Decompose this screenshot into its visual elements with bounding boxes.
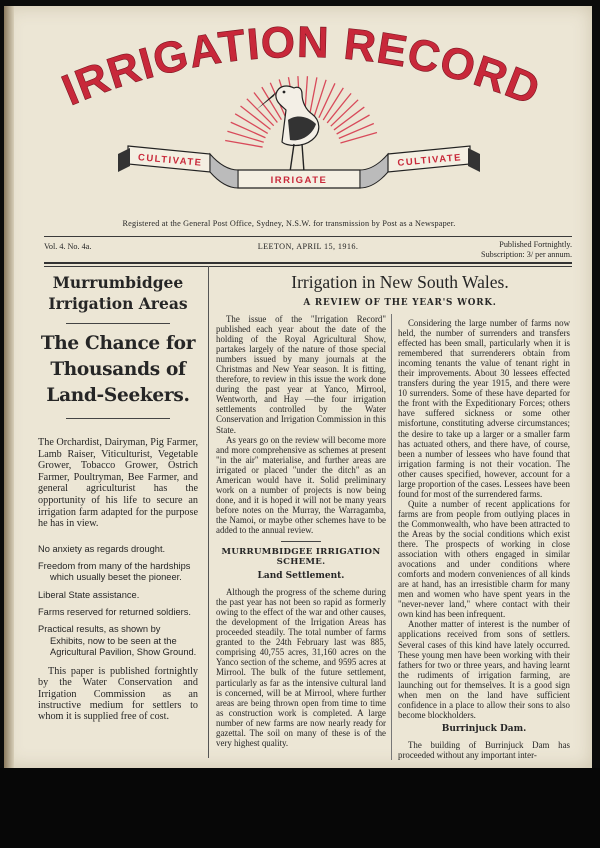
article-column-2 [398,318,570,760]
subscription-text: Subscription: 3/ per annum. [481,250,572,259]
list-item: Freedom from many of the hardships which usually beset the pioneer. [38,561,191,583]
article-title: Irrigation in New South Wales. [291,272,509,292]
section-heading: MURRUMBIDGEE IRRIGATION SCHEME. [221,547,381,568]
issue-date: LEETON, APRIL 15, 1916. [257,242,359,251]
issue-info-bar [44,240,572,262]
sun-ray [314,80,326,116]
sun-ray [339,124,374,139]
paragraph: Another matter of interest is the number of applications received from sons of settlers. Several cases of this kind have lately occurred. These young men have been working with their fathers for two or three years, and having learnt the rudiments of irrigation farming, are launching out for themselves. It is a good sign when men on the land have sufficient confidence in a place to allow their sons to also become blockholders. [398,619,570,720]
separator [66,323,170,324]
column-divider [391,314,392,760]
murrumbidgee-heading: Murrumbidgee Irrigation Areas [48,273,188,313]
sun-ray [319,83,335,117]
masthead [10,4,588,200]
cultivate-banner [118,146,480,188]
volume-number: Vol. 4. No. 4a. [44,242,92,251]
banner-right-text: CULTIVATE [397,152,463,169]
intro-paragraph: The Orchardist, Dairyman, Pig Farmer, Lamb Raiser, Viticulturist, Vegetable Grower, Tobacco Grower, Ostrich Farmer, Poultryman, Bee Farmer, and general agriculturist has the opportunity of his life to secure an irrigation farm adapted for the purpose he has in view. [38,437,198,530]
paragraph: As years go on the review will become more and more comprehensive as schemes at present "in the air" materialise, and further areas are irrigated or placed "under the ditch" as an American would have it. Solid preliminary work on a number of projects is now being done, and it is hoped it will not be many years before notes on the Murray, the Warragamba, the Namoi, or maybe other schemes have to be added to the annual review. [216,434,386,535]
paragraph: The issue of the "Irrigation Record" published each year about the date of the holding of the Royal Agricultural Show, partakes largely of the nature of those special numbers issued by many journals at the Christmas and New Year season. It is fitting, therefore, to review in this issue the work done during the past year at Yanco, Mirrool, Wentworth, and Hay —the four irrigation settlements controlled by the Water Conservation and Irrigation Commission in this State. [216,314,386,435]
list-item: No anxiety as regards drought. [38,543,166,554]
publication-info [481,240,572,260]
separator [66,418,170,419]
banner-left-text: CULTIVATE [137,152,203,169]
registered-notice: Registered at the General Post Office, Sydney, N.S.W. for transmission by Post as a Newspaper. [122,219,456,228]
list-item: Farms reserved for returned soldiers. [38,606,191,617]
left-column [38,266,198,722]
section-rule [281,541,321,542]
sun-ray [225,140,262,147]
banner-center-text: IRRIGATE [270,175,328,186]
paragraph: Although the progress of the scheme during the past year has not been so rapid as formerly owing to the effect of the war and other causes, the development of the Irrigation Areas has proceeded steadily. The total number of farms granted to the 24th February last was 885, comprising 40,755 acres, 31,160 acres on the Yanco section of the scheme, and 9595 acres at Mirrool. The bulk of the future settlement, particularly as far as the intensive cultural land is concerned, will be at Mirrool, where further areas are being thrown open from time to time as construction work is completed. A large number of new farms are now nearly ready for gazettal. The soil on many of these is of the very highest quality. [216,587,386,748]
scan-background [0,768,600,848]
benefits-list [38,544,198,658]
paragraph: Quite a number of recent applications for farms are from people from outlying places in the Commonwealth, who have been attracted to the Areas by the social conditions which exist there. The prospects of working in close association with others engaged in similar avocations and under conditions where comforts and modern conveniences of all kinds are at hand, has an irresistible charm for many men and women who have spent years in the "never-never land," where contact with their own kind has been infrequent. [398,498,570,620]
list-item: Practical results, as shown by Exhibits, now to be seen at the Agricultural Pavilion, Show Ground. [38,624,197,657]
stork-bird-icon [256,86,319,172]
subsection-heading: Burrinjuck Dam. [441,723,527,734]
article-column-1 [216,314,386,748]
top-rule [44,236,572,237]
sun-ray [310,77,317,114]
double-rule [44,262,572,264]
paragraph: The building of Burrinjuck Dam has proceeded without any important inter- [398,739,570,760]
sun-ray [231,122,266,137]
subsection-heading: Land Settlement. [257,571,345,582]
paragraph: Considering the large number of farms now held, the number of surrenders and transfers effected has been small, particularly when it is remembered that surrenderers obtain from incoming tenants the value of tenant right in their improvements. About 30 lessees effected transfers during the year 1915, and there were 10 surrenders. Some of these have departed for the front with the Expeditionary Forces; others have suffered sickness or some other misfortune, constituting adverse circumstances; the desire to take up a larger or a smaller farm has actuated others, and there have, of course, been a number of lessees who have found that irrigation farming is not their vocation. The other causes specified, however, account for a large proportion of the cases. Lessees have been found for most of the surrendered farms. [398,318,570,499]
frequency-text: Published Fortnightly. [499,240,572,249]
chance-heading: The Chance for Thousands of Land-Seekers. [40,333,196,406]
publication-note: This paper is published fortnightly by the Water Conservation and Irrigation Commission as an instructive medium for settlers to whom it is supplied free of cost. [38,666,198,722]
sun-ray [227,131,263,142]
article-subtitle: A REVIEW OF THE YEAR'S WORK. [303,298,497,308]
column-divider [208,266,209,758]
list-item: Liberal State assistance. [38,589,140,600]
masthead-title: IRRIGATION RECORD [55,17,547,116]
sun-ray [340,133,377,143]
